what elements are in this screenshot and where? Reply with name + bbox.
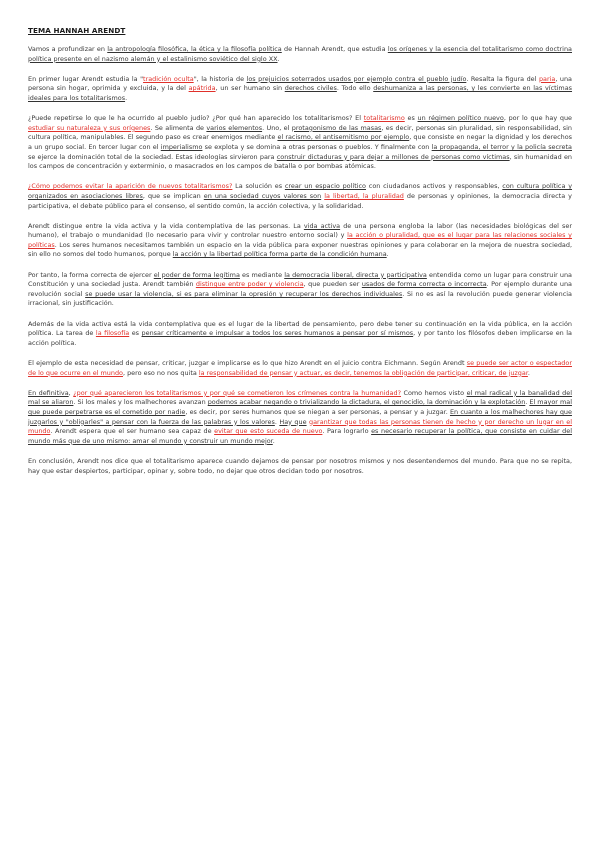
text-run: . Por ejemplo durante una revolución social [28, 280, 572, 298]
text-run: . Resalta la figura del [466, 74, 539, 83]
text-run: . Arendt espera que el ser humano sea capaz de [50, 427, 215, 436]
underlined-text: construir dictaduras y para dejar a millones de personas como víctimas [276, 152, 510, 161]
highlighted-text: ¿Cómo podemos evitar la aparición de nuevos totalitarismos? [28, 182, 233, 191]
highlighted-text: distingue entre poder y violencia [195, 280, 304, 289]
text-run: , [68, 388, 74, 397]
underlined-text: los prejuicios soterrados usados por ejemplo contra el pueblo judío [246, 74, 467, 83]
paragraph [28, 45, 572, 64]
underlined-text: la antropología filosófica, la ética y la filosofía política [107, 45, 282, 53]
underlined-text: usados de forma correcta o incorrecta [361, 280, 487, 289]
text-run: de una persona engloba la labor (las necesidades biológicas del ser humano), el trabajo o mundanidad (lo necesario para vivir y controlar nuestro entorno social) y [28, 221, 572, 240]
document-title: TEMA HANNAH ARENDT [28, 26, 126, 35]
text-run: es mediante [239, 270, 285, 279]
text-run: En conclusión, Arendt nos dice que el totalitarismo aparece cuando dejamos de pensar por nosotros mismos y nos desentendemos del mundo. Para que no se repita, hay que estar despiertos, participar, opinar y, sobre todo, no dejar que otros decidan todo por nosotros. [28, 456, 572, 475]
paragraph [28, 320, 572, 349]
text-run: , es decir, por seres humanos que se niegan a ser personas, a pensar y a juzgar. [185, 407, 450, 416]
text-run: . Uno, el [262, 123, 292, 132]
text-run: . Si los males y los malhechores avanzan [73, 398, 208, 407]
text-run: de Hannah Arendt, que estudia [281, 45, 388, 53]
text-run: . [386, 250, 389, 259]
text-run: es [129, 329, 142, 338]
text-run: Por tanto, la forma correcta de ejercer [28, 270, 154, 279]
highlighted-text: se puede ser actor o espectador de lo que ocurre en el mundo [28, 359, 572, 377]
underlined-text: En definitiva [28, 388, 69, 397]
paragraph [28, 182, 572, 211]
underlined-text: en una sociedad cuyos valores son [203, 191, 322, 200]
highlighted-text: totalitarismo [363, 114, 405, 123]
text-run: , que pueden ser [303, 280, 362, 289]
underlined-text: la democracia liberal, directa y participativa [284, 270, 427, 279]
paragraph [28, 222, 572, 260]
text-run: El ejemplo de esta necesidad de pensar, criticar, juzgar e implicarse es lo que hizo Arendt en el juicio contra Eichmann. Según Arendt [28, 359, 467, 367]
text-run: , y por tanto los filósofos deben implicarse en la acción política. [28, 329, 572, 347]
text-run: La solución es [232, 182, 285, 191]
text-run: . [525, 398, 530, 407]
underlined-text: protagonismo de las masas [291, 123, 382, 132]
underlined-text: podemos acabar negando o trivializando la dictadura, el genocidio, la dominación y la explotación [207, 398, 526, 407]
text-run: . [277, 54, 280, 63]
paragraph [28, 389, 572, 447]
highlighted-text: garantizar que todas las personas tienen de hecho y por derecho un lugar en el mundo [28, 417, 572, 436]
text-run: Como hemos visto [401, 388, 467, 397]
text-run: . Los seres humanos necesitamos también un espacio en la vida pública para exponer nuestras opiniones y para colaborar en la mejora de nuestra sociedad, sin ello no somos del todo humanos, porque [28, 240, 572, 259]
text-run: ", la historia de [193, 74, 247, 83]
underlined-text: con cultura política y organizados en asociaciones libres [28, 182, 573, 200]
underlined-text: pensar críticamente e impulsar a todos los seres humanos a pensar por sí mismos [141, 329, 414, 338]
text-run: de personas y opiniones, la democracia directa y participativa, el debate público para el consenso, el sentido común, la acción colectiva, y la solidaridad. [28, 191, 572, 210]
underlined-text: imperialismo [160, 142, 203, 151]
text-run: . Todo ello [336, 84, 374, 93]
text-run: . [527, 368, 530, 377]
underlined-text: vida activa [303, 221, 341, 230]
text-run: . Para lograrlo [322, 427, 372, 436]
text-run: , que se implican [142, 191, 204, 200]
underlined-text: Hay que [279, 417, 307, 426]
text-run: con ciudadanos activos y responsables, [366, 182, 503, 191]
text-run: , sin humanidad en los campos de concentración y exterminio, o masacrados en los campos de batalla o por bombas atómicas. [28, 152, 572, 171]
highlighted-text: la acción o pluralidad, que es el lugar para las relaciones sociales y políticas [28, 231, 572, 249]
underlined-text: se puede usar la violencia, si es para eliminar la opresión y recuperar los derechos individuales [85, 289, 403, 298]
underlined-text: varios elementos [206, 123, 263, 132]
underlined-text: El mayor mal que puede perpetrarse es el cometido por nadie [28, 398, 572, 416]
text-run: , es decir, personas sin pluralidad, sin responsabilidad, sin cultura política, manipulables. El segundo paso es crear enemigos mediante [28, 123, 572, 142]
underlined-text: es necesario recuperar la política, que consiste en cuidar del mundo más que de uno mismo: amar el mundo y construir un mundo mejor [28, 427, 573, 445]
text-run: ¿Puede repetirse lo que le ha ocurrido al pueblo judío? ¿Por qué han aparecido los totalitarismos? El [28, 114, 364, 123]
text-run: . Si no es así la revolución puede generar violencia irracional, sin justificación. [28, 289, 572, 308]
text-run: , una persona sin hogar, oprimida y excluida, y la del [28, 74, 573, 93]
paragraph [28, 114, 572, 172]
highlighted-text: ¿por qué aparecieron los totalitarismos y por qué se cometieron los crímenes contra la humanidad? [73, 388, 401, 397]
underlined-text: derechos civiles [284, 84, 337, 93]
text-run: , pero eso no nos quita [122, 368, 199, 377]
text-run: . [272, 436, 275, 445]
highlighted-text: paria [538, 74, 556, 83]
text-run: Arendt distingue entre la vida activa y la vida contemplativa de las personas. La [28, 221, 304, 230]
highlighted-text: tradición oculta [143, 74, 194, 83]
underlined-text: En cuanto a los malhechores hay que juzgarlos y "obligarles" a pensar con la fuerza de las palabras y los valores [28, 407, 572, 426]
paragraph [28, 75, 572, 104]
highlighted-text: apátrida [188, 84, 216, 93]
highlighted-text: la filosofía [95, 329, 130, 338]
highlighted-text: la responsabilidad de pensar y actuar, es decir, tenemos la obligación de participar, criticar, de juzgar [198, 368, 528, 377]
text-run: se ejerce la dominación total de la sociedad. Estas ideologías sirvieron para [28, 152, 277, 161]
underlined-text: los orígenes y la esencia del totalitarismo como doctrina política presente en el nazismo alemán y el estalinismo soviético del siglo XX [28, 45, 572, 63]
text-run: , que consiste en negar la dignidad y los derechos a un grupo social. En tercer lugar con el [28, 133, 572, 151]
text-run: Además de la vida activa está la vida contemplativa que es el lugar de la libertad de pensamiento, pero debe tener su continuación en la vida pública, en la acción política. La tarea de [28, 319, 572, 338]
underlined-text: la acción y la libertad política forma parte de la condición humana [172, 250, 387, 259]
text-run: Vamos a profundizar en [28, 45, 108, 53]
text-run: es [404, 114, 418, 123]
underlined-text: deshumaniza a las personas, y les convierte en las víctimas ideales para los totalitarismos [28, 84, 573, 102]
highlighted-text: estudiar su naturaleza y sus orígenes [28, 123, 151, 132]
underlined-text: la propaganda, el terror y la policía secreta [431, 142, 572, 151]
text-run: . Se alimenta de [150, 123, 207, 132]
text-run: se explota y se domina a otras personas o pueblos. Y finalmente con [202, 142, 432, 151]
underlined-text: crear un espacio político [284, 182, 366, 191]
underlined-text: el mal radical y la banalidad del mal se aliaron [28, 388, 573, 407]
paragraph [28, 359, 572, 378]
text-run: , un ser humano sin [215, 84, 285, 93]
underlined-text: un régimen político nuevo [417, 114, 504, 123]
text-run: . [274, 417, 280, 426]
highlighted-text: la libertad, la pluralidad [324, 191, 404, 200]
paragraph [28, 457, 572, 476]
underlined-text: el poder de forma legítima [153, 270, 240, 279]
document-body [28, 45, 572, 476]
text-run: , por lo que hay que [503, 114, 572, 123]
text-run: entendida como un lugar para construir una Constitución y una sociedad justa. Arendt también [28, 270, 572, 289]
text-run: . [125, 93, 128, 102]
highlighted-text: evitar que esto suceda de nuevo [214, 427, 323, 436]
text-run: En primer lugar Arendt estudia la " [28, 74, 144, 83]
underlined-text: el racismo, el antisemitismo por ejemplo [277, 133, 410, 142]
paragraph [28, 271, 572, 309]
